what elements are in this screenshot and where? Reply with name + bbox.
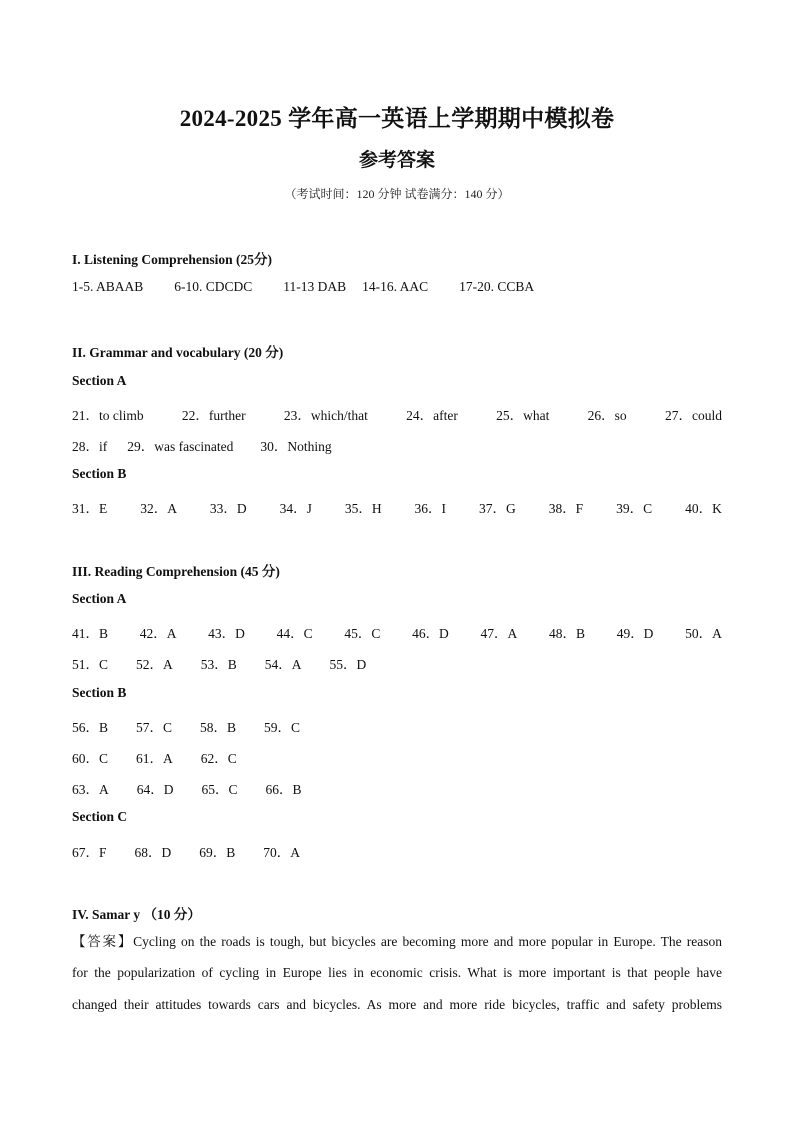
document-subtitle: 参考答案	[358, 150, 435, 171]
answer-item: 25．what	[496, 408, 550, 423]
answer-item: 52．A	[136, 657, 173, 672]
answer-item: 31．E	[72, 501, 108, 516]
answer-item: 56．B	[72, 720, 109, 735]
answer-item: 64．D	[136, 782, 174, 797]
part2-section-a-row1	[72, 404, 722, 424]
answer-item: 34．J	[279, 501, 312, 516]
answer-item: 1-5. ABAAB	[72, 279, 144, 294]
answer-item: 59．C	[264, 720, 301, 735]
answer-item: 61．A	[136, 751, 173, 766]
answer-item: 35．H	[344, 501, 382, 516]
answer-item: 41．B	[72, 626, 109, 641]
answer-item: 55．D	[329, 657, 367, 672]
answer-item: 38．F	[548, 501, 584, 516]
answer-item: 65．C	[201, 782, 238, 797]
answer-item: 67．F	[72, 845, 107, 860]
part1-answers	[72, 279, 722, 295]
answer-item: 43．D	[208, 626, 245, 641]
answer-item: 68．D	[134, 845, 172, 860]
answer-item: 32．A	[140, 501, 177, 516]
answer-item: 36．I	[414, 501, 447, 516]
answer-item: 49．D	[616, 626, 654, 641]
answer-item: 47．A	[480, 626, 518, 641]
part3-heading: III. Reading Comprehension (45 分)	[72, 564, 280, 579]
answer-item: 33．D	[209, 501, 247, 516]
part3-section-a-label: Section A	[72, 591, 127, 606]
part1-heading: I. Listening Comprehension (25分)	[72, 252, 273, 267]
answer-item: 63．A	[72, 782, 109, 797]
exam-info: （考试时间：120 分钟 试卷满分：140 分）	[284, 187, 510, 201]
answer-item: 37．G	[478, 501, 516, 516]
answer-item: 54．A	[264, 657, 302, 672]
answer-item: 42．A	[139, 626, 177, 641]
answer-item: 62．C	[200, 751, 237, 766]
part3-section-b-row3	[72, 778, 722, 798]
part3-section-c-row1	[72, 841, 722, 861]
answer-item: 27．could	[664, 408, 722, 423]
answer-item: 58．B	[200, 720, 237, 735]
answer-item: 14-16. AAC	[362, 279, 429, 294]
answer-item: 23．which/that	[283, 408, 368, 423]
part3-section-c-label: Section C	[72, 809, 128, 824]
answer-item: 22．further	[181, 408, 246, 423]
answer-item: 48．B	[548, 626, 585, 641]
answer-item: 6-10. CDCDC	[174, 279, 253, 294]
answer-item: 51．C	[72, 657, 109, 672]
answer-item: 21．to climb	[72, 408, 144, 423]
answer-item: 11-13 DAB	[283, 279, 347, 294]
answer-item: 30．Nothing	[260, 439, 332, 454]
answer-item: 57．C	[136, 720, 173, 735]
answer-item: 66．B	[265, 782, 302, 797]
summary-line-2: for the popularization of cycling in Europe lies in economic crisis. What is more important is that people have	[72, 965, 722, 980]
part3-section-b-row2	[72, 747, 722, 767]
part3-section-b-row1	[72, 716, 722, 736]
part2-section-a-label: Section A	[72, 373, 127, 388]
answer-item: 45．C	[344, 626, 381, 641]
answer-item: 29．was fascinated	[127, 439, 234, 454]
answer-item: 17-20. CCBA	[459, 279, 535, 294]
answer-item: 60．C	[72, 751, 109, 766]
answer-item: 50．A	[685, 626, 722, 641]
part3-section-b-label: Section B	[72, 685, 127, 700]
answer-item: 26．so	[587, 408, 627, 423]
answer-item: 70．A	[263, 845, 301, 860]
part3-section-a-row2	[72, 653, 722, 673]
part2-section-b-row1	[72, 497, 722, 517]
part2-section-a-row2	[72, 435, 722, 455]
answer-tag: 【答案】	[72, 934, 134, 949]
part2-heading: II. Grammar and vocabulary (20 分)	[72, 345, 284, 360]
answer-item: 40．K	[685, 501, 722, 516]
summary-line-3: changed their attitudes towards cars and bicycles. As more and more ride bicycles, traffic and safety problems	[72, 997, 722, 1012]
answer-item: 28．if	[72, 439, 108, 454]
answer-item: 69．B	[199, 845, 236, 860]
summary-text: Cycling on the roads is tough, but bicycles are becoming more and more popular in Europe. The reason	[133, 934, 723, 949]
summary-line-1	[72, 926, 722, 958]
document-title: 2024-2025 学年高一英语上学期期中模拟卷	[179, 106, 615, 131]
answer-item: 44．C	[276, 626, 313, 641]
answer-item: 53．B	[200, 657, 237, 672]
answer-item: 39．C	[616, 501, 653, 516]
part3-section-a-row1	[72, 622, 722, 642]
answer-item: 46．D	[412, 626, 449, 641]
part2-section-b-label: Section B	[72, 466, 127, 481]
part4-heading: IV. Samar y （10 分）	[72, 907, 201, 922]
answer-item: 24．after	[406, 408, 458, 423]
